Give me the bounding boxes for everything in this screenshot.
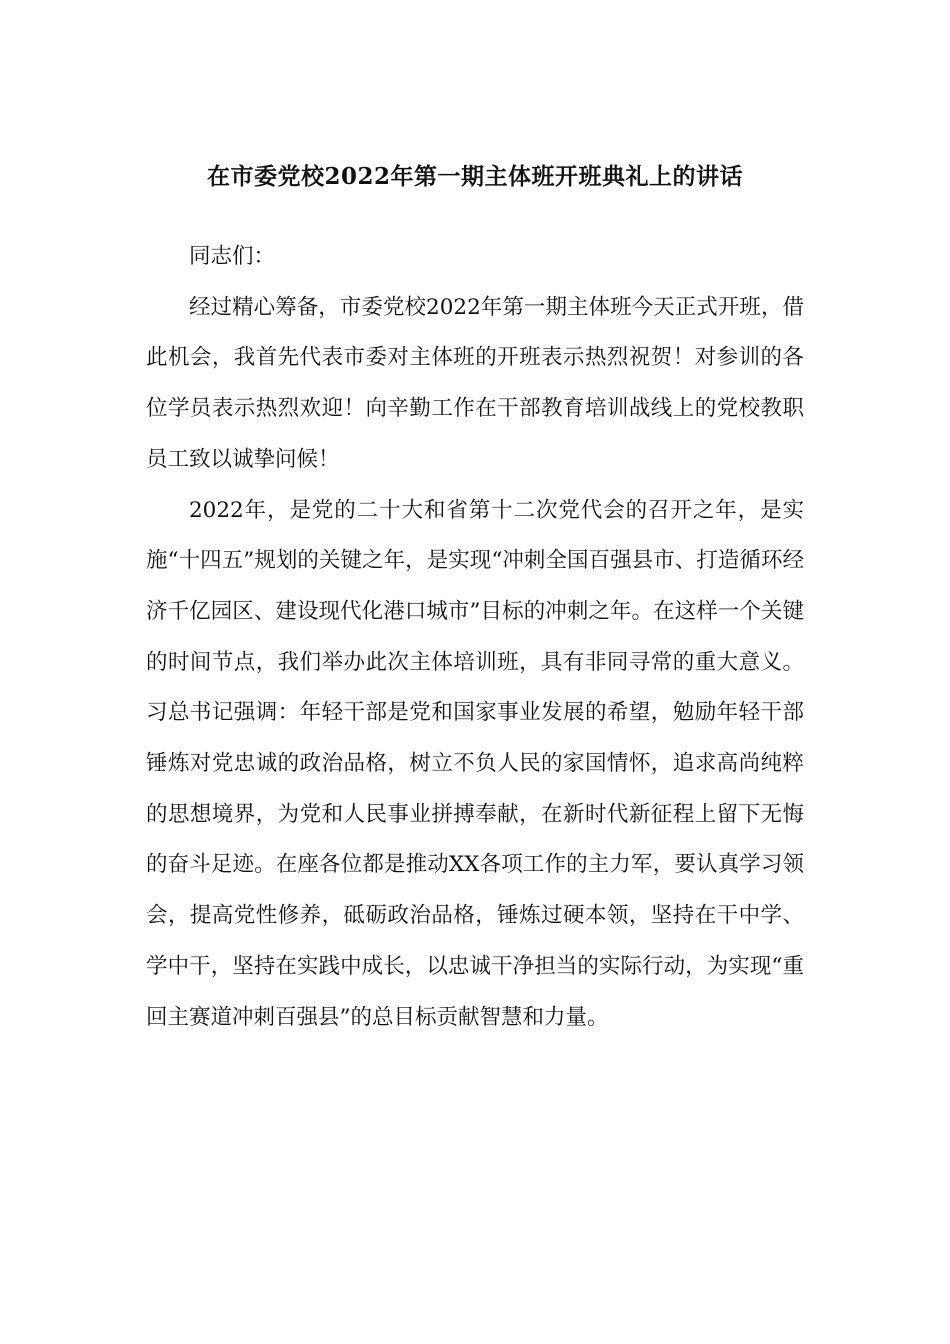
document-body [146, 232, 804, 1043]
greeting: 同志们： [189, 244, 276, 269]
paragraph-significance: 2022年，是党的二十大和省第十二次党代会的召开之年，是实施“十四五”规划的关键之年，是实现“冲刺全国百强县市、打造循环经济千亿园区、建设现代化港口城市”目标的冲刺之年。在这样一个关键的时间节点，我们举办此次主体培训班，具有非同寻常的重大意义。习总书记强调：年轻干部是党和国家事业发展的希望，勉励年轻干部锤炼对党忠诚的政治品格，树立不负人民的家国情怀，追求高尚纯粹的思想境界，为党和人民事业拼搏奉献，在新时代新征程上留下无悔的奋斗足迹。在座各位都是推动XX各项工作的主力军，要认真学习领会，提高党性修养，砥砺政治品格，锤炼过硬本领，坚持在干中学、学中干，坚持在实践中成长，以忠诚干净担当的实际行动，为实现“重回主赛道冲刺百强县”的总目标贡献智慧和力量。 [146, 497, 804, 1030]
document-title: 在市委党校2022年第一期主体班开班典礼上的讲话 [206, 163, 743, 190]
paragraph-opening: 经过精心筹备，市委党校2022年第一期主体班今天正式开班，借此机会，我首先代表市委对主体班的开班表示热烈祝贺！对参训的各位学员表示热烈欢迎！向辛勤工作在干部教育培训战线上的党校教职员工致以诚挚问候！ [146, 294, 804, 472]
